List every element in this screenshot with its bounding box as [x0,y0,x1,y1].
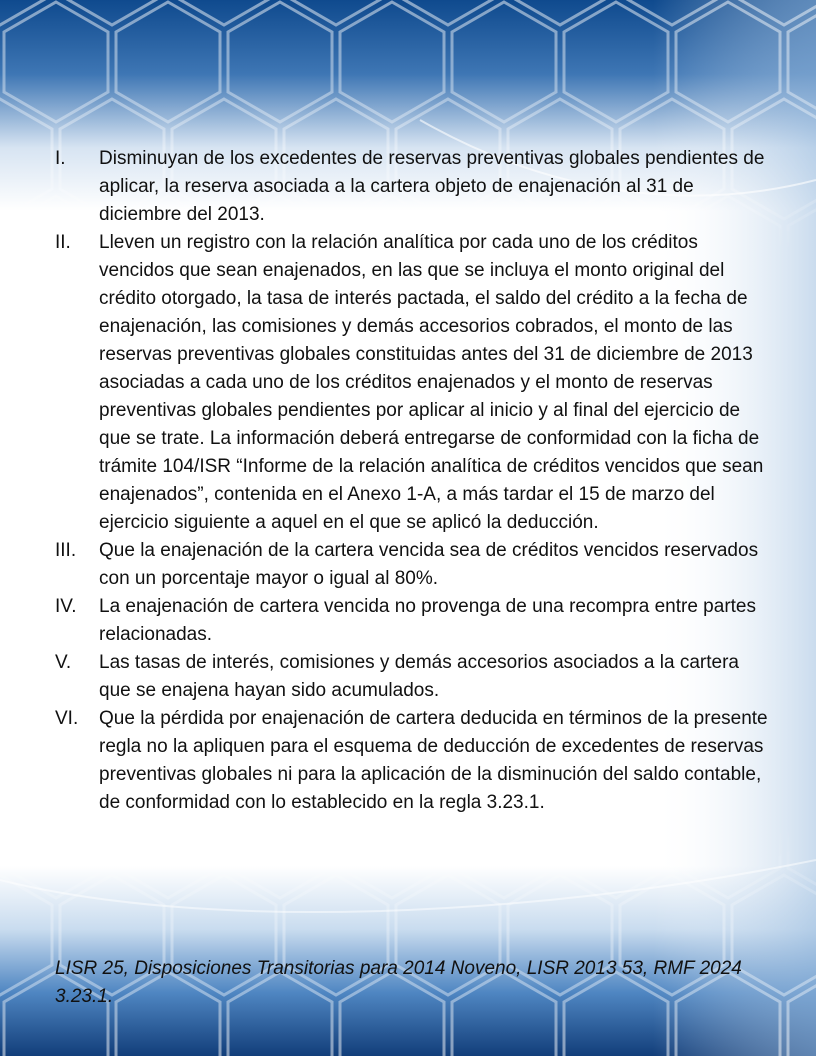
item-number: III. [55,540,77,561]
item-number: IV. [55,596,77,617]
item-text: Las tasas de interés, comisiones y demás accesorios asociados a la cartera que se enajena hayan sido acumulados. [99,652,739,701]
list-item [55,145,770,229]
list-item [55,537,770,593]
item-text: Que la pérdida por enajenación de cartera deducida en términos de la presente regla no la apliquen para el esquema de deducción de excedentes de reservas preventivas globales ni para la aplicación de la disminución del saldo contable, de conformidad con lo establecido en la regla 3.23.1. [99,708,768,813]
item-text: Disminuyan de los excedentes de reservas preventivas globales pendientes de aplicar, la reserva asociada a la cartera objeto de enajenación al 31 de diciembre del 2013. [99,148,765,225]
list-item [55,593,770,649]
item-number: II. [55,232,71,253]
list-item [55,229,770,537]
item-number: VI. [55,708,79,729]
item-text: Lleven un registro con la relación analítica por cada uno de los créditos vencidos que sean enajenados, en las que se incluya el monto original del crédito otorgado, la tasa de interés pactada, el saldo del crédito a la fecha de enajenación, las comisiones y demás accesorios cobrados, el monto de las reservas preventivas globales constituidas antes del 31 de diciembre de 2013 asociadas a cada uno de los créditos enajenados y el monto de reservas preventivas globales pendientes por aplicar al inicio y al final del ejercicio de que se trate. La información deberá entregarse de conformidad con la ficha de trámite 104/ISR “Informe de la relación analítica de créditos vencidos que sean enajenados”, contenida en el Anexo 1-A, a más tardar el 15 de marzo del ejercicio siguiente a aquel en el que se aplicó la deducción. [99,232,764,533]
item-text: Que la enajenación de la cartera vencida sea de créditos vencidos reservados con un porcentaje mayor o igual al 80%. [99,540,759,589]
list-item [55,705,770,817]
list-item [55,649,770,705]
requirements-list [55,145,770,817]
item-text: La enajenación de cartera vencida no provenga de una recompra entre partes relacionadas. [99,596,756,645]
item-number: I. [55,148,66,169]
legal-citation: LISR 25, Disposiciones Transitorias para 2014 Noveno, LISR 2013 53, RMF 2024 3.23.1. [55,958,742,1007]
item-number: V. [55,652,72,673]
